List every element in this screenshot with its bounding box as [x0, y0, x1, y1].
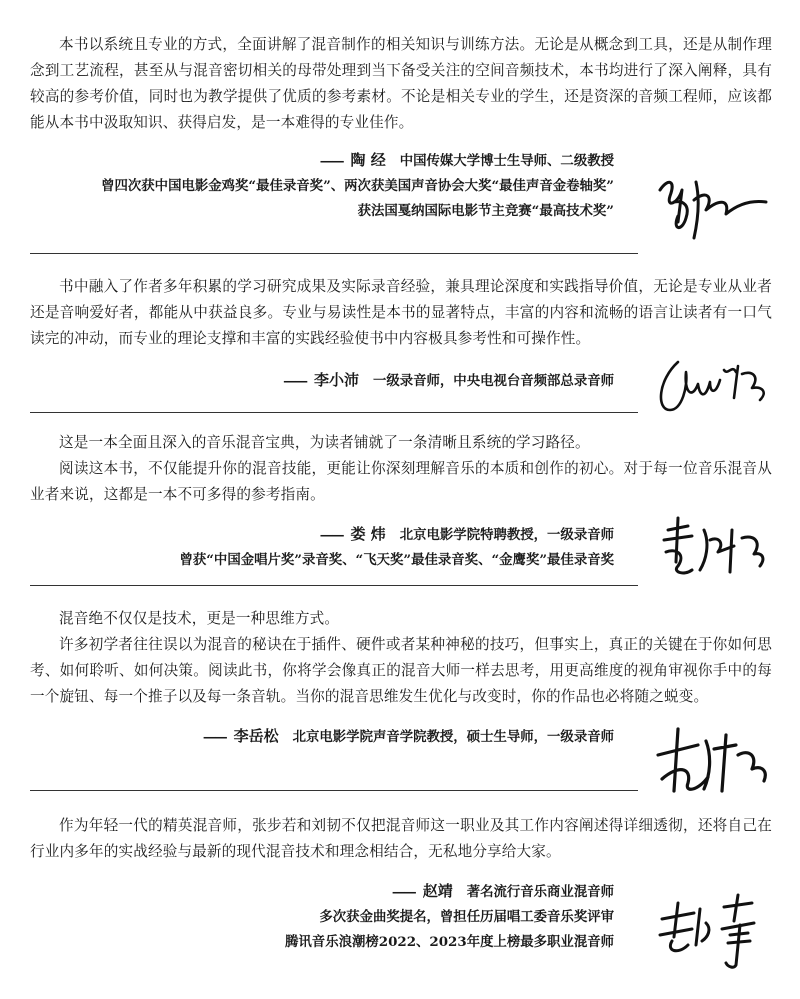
endorser-title: 北京电影学院特聘教授，一级录音师: [399, 527, 614, 543]
attribution-dash: ——: [283, 373, 306, 389]
divider-3: [30, 585, 638, 586]
handwritten-signature-3: [648, 500, 773, 590]
divider-2: [30, 412, 638, 413]
endorser-title: 中国传媒大学博士生导师、二级教授: [399, 153, 614, 169]
attribution-dash: ——: [202, 729, 226, 745]
attribution-dash: ——: [319, 153, 343, 169]
endorsement-4-text: 混音绝不仅仅是技术，更是一种思维方式。: [59, 610, 340, 627]
endorser-name: 陶 经: [350, 151, 386, 169]
endorser-credit: 腾讯音乐浪潮榜2022、2023年度上榜最多职业混音师: [285, 934, 614, 950]
attribution-dash: ——: [319, 527, 343, 543]
endorser-title: 一级录音师，中央电视台音频部总录音师: [372, 373, 614, 389]
divider-4: [30, 790, 638, 791]
endorser-title: 北京电影学院声音学院教授，硕士生导师，一级录音师: [292, 729, 614, 745]
endorser-name: 李岳松: [233, 727, 279, 745]
endorser-name: 赵靖: [422, 882, 453, 900]
endorser-credit: 曾四次获中国电影金鸡奖“最佳录音奖”、两次获美国声音协会大奖“最佳声音金卷轴奖”: [101, 178, 614, 194]
endorser-title: 著名流行音乐商业混音师: [466, 884, 614, 900]
endorsement-2-text: 书中融入了作者多年积累的学习研究成果及实际录音经验，兼具理论深度和实践指导价值，无论是专业从业者还是音响爱好者，都能从中获益良多。专业与易读性是本书的显著特点，丰富的内容和流畅的语言让读者有一口气读完的冲动，而专业的理论支撑和丰富的实践经验使书中内容极具参考性和可操作性。: [30, 278, 772, 347]
attribution-dash: ——: [391, 884, 415, 900]
handwritten-signature-4: [648, 715, 773, 805]
endorser-credit: 曾获“中国金唱片奖”录音奖、“飞天奖”最佳录音奖、“金鹰奖”最佳录音奖: [179, 552, 614, 568]
endorser-name: 娄 炜: [350, 525, 386, 543]
endorser-credit: 获法国戛纳国际电影节主竞赛“最高技术奖”: [357, 203, 614, 219]
endorsement-3-text: 阅读这本书，不仅能提升你的混音技能，更能让你深刻理解音乐的本质和创作的初心。对于每一位音乐混音从业者来说，这都是一本不可多得的参考指南。: [30, 460, 772, 503]
endorsement-4-text: 许多初学者往往误以为混音的秘诀在于插件、硬件或者某种神秘的技巧，但事实上，真正的关键在于你如何思考、如何聆听、如何决策。阅读此书，你将学会像真正的混音大师一样去思考，用更高维度的视角审视你手中的每一个旋钮、每一个推子以及每一条音轨。当你的混音思维发生优化与改变时，你的作品也必将随之蜕变。: [30, 636, 772, 705]
endorsement-5-text: 作为年轻一代的精英混音师，张步若和刘韧不仅把混音师这一职业及其工作内容阐述得详细透彻，还将自己在行业内多年的实战经验与最新的现代混音技术和理念相结合，无私地分享给大家。: [30, 817, 772, 860]
endorser-name: 李小沛: [313, 371, 359, 389]
handwritten-signature-2: [648, 340, 773, 430]
endorsement-3-text: 这是一本全面且深入的音乐混音宝典，为读者铺就了一条清晰且系统的学习路径。: [59, 434, 590, 451]
handwritten-signature-5: [648, 885, 773, 975]
handwritten-signature-1: [648, 160, 773, 250]
endorser-credit: 多次获金曲奖提名，曾担任历届唱工委音乐奖评审: [319, 909, 614, 925]
divider-1: [30, 253, 638, 254]
endorsement-1-text: 本书以系统且专业的方式，全面讲解了混音制作的相关知识与训练方法。无论是从概念到工具，还是从制作理念到工艺流程，甚至从与混音密切相关的母带处理到当下备受关注的空间音频技术，本书均进行了深入阐释，具有较高的参考价值，同时也为教学提供了优质的参考素材。不论是相关专业的学生，还是资深的音频工程师，应该都能从本书中汲取知识、获得启发，是一本难得的专业佳作。: [30, 36, 772, 131]
